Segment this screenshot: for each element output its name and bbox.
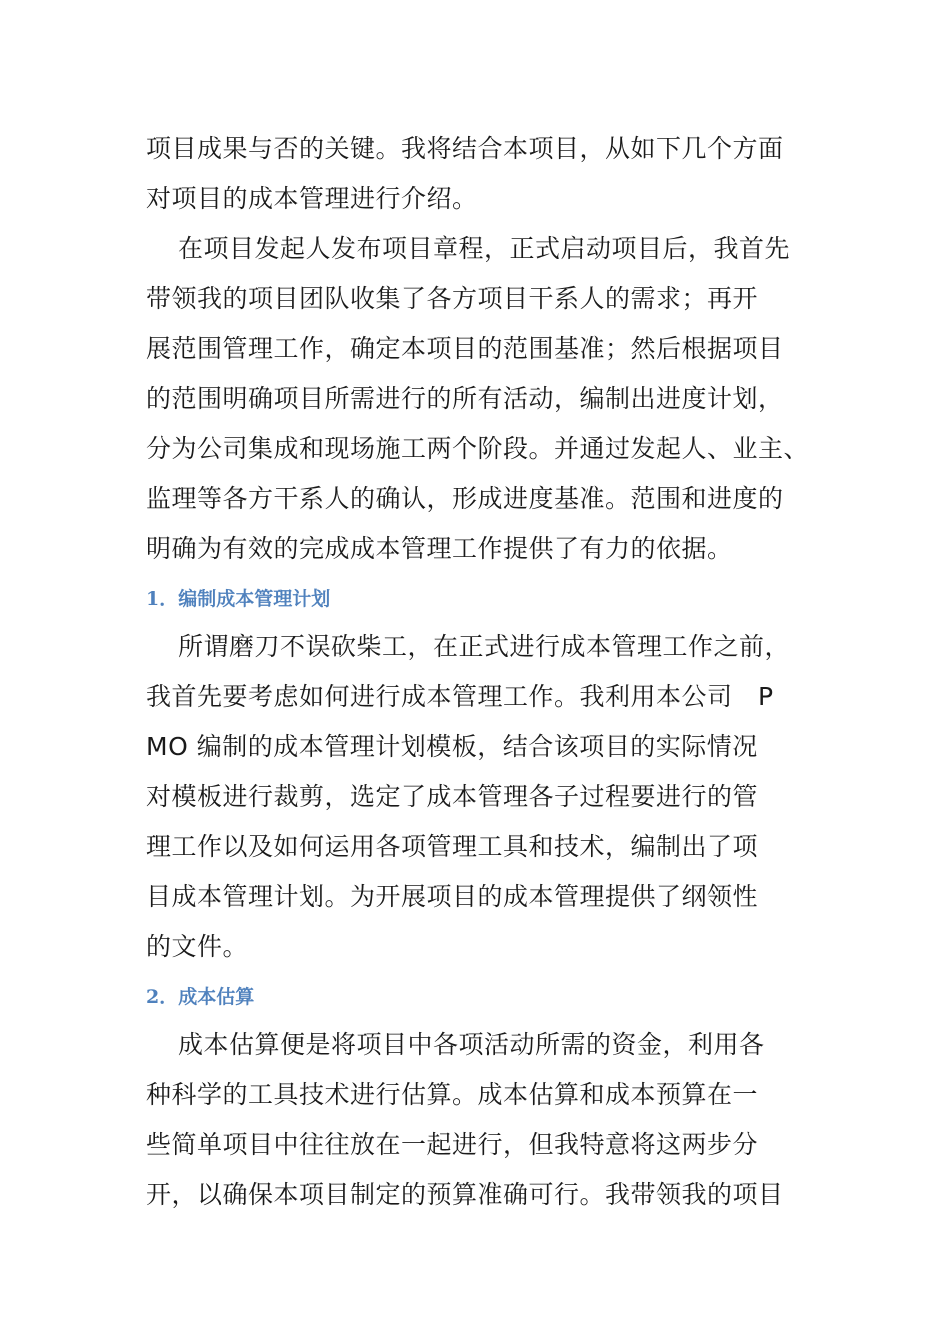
paragraph-line: 的文件。 [146,932,249,961]
paragraph-line: 明确为有效的完成成本管理工作提供了有力的依据。 [146,534,733,563]
paragraph-line: 展范围管理工作，确定本项目的范围基准；然后根据项目 [146,334,784,363]
paragraph-line: 监理等各方干系人的确认，形成进度基准。范围和进度的 [146,484,784,513]
paragraph-line: 目成本管理计划。为开展项目的成本管理提供了纲领性 [146,882,759,911]
section-heading: 1．编制成本管理计划 [146,588,331,610]
paragraph-line: 我首先要考虑如何进行成本管理工作。我利用本公司 P [146,682,774,711]
paragraph-line: 对模板进行裁剪，选定了成本管理各子过程要进行的管 [146,782,759,811]
paragraph-line: 对项目的成本管理进行介绍。 [146,184,478,213]
paragraph-line: 带领我的项目团队收集了各方项目干系人的需求；再开 [146,284,759,313]
paragraph-line: 种科学的工具技术进行估算。成本估算和成本预算在一 [146,1080,759,1109]
paragraph-line: 分为公司集成和现场施工两个阶段。并通过发起人、业主、 [146,434,810,463]
paragraph-line: 成本估算便是将项目中各项活动所需的资金，利用各 [178,1030,765,1059]
paragraph-line: 些简单项目中往往放在一起进行，但我特意将这两步分 [146,1130,759,1159]
paragraph-line: 在项目发起人发布项目章程，正式启动项目后，我首先 [178,234,791,263]
paragraph-line: 的范围明确项目所需进行的所有活动，编制出进度计划， [146,384,784,413]
paragraph-line: MO 编制的成本管理计划模板，结合该项目的实际情况 [146,732,758,761]
paragraph-line: 所谓磨刀不误砍柴工，在正式进行成本管理工作之前， [178,632,791,661]
paragraph-line: 项目成果与否的关键。我将结合本项目，从如下几个方面 [146,134,784,163]
section-heading: 2．成本估算 [146,986,255,1008]
paragraph-line: 理工作以及如何运用各项管理工具和技术，编制出了项 [146,832,759,861]
paragraph-line: 开，以确保本项目制定的预算准确可行。我带领我的项目 [146,1180,784,1209]
